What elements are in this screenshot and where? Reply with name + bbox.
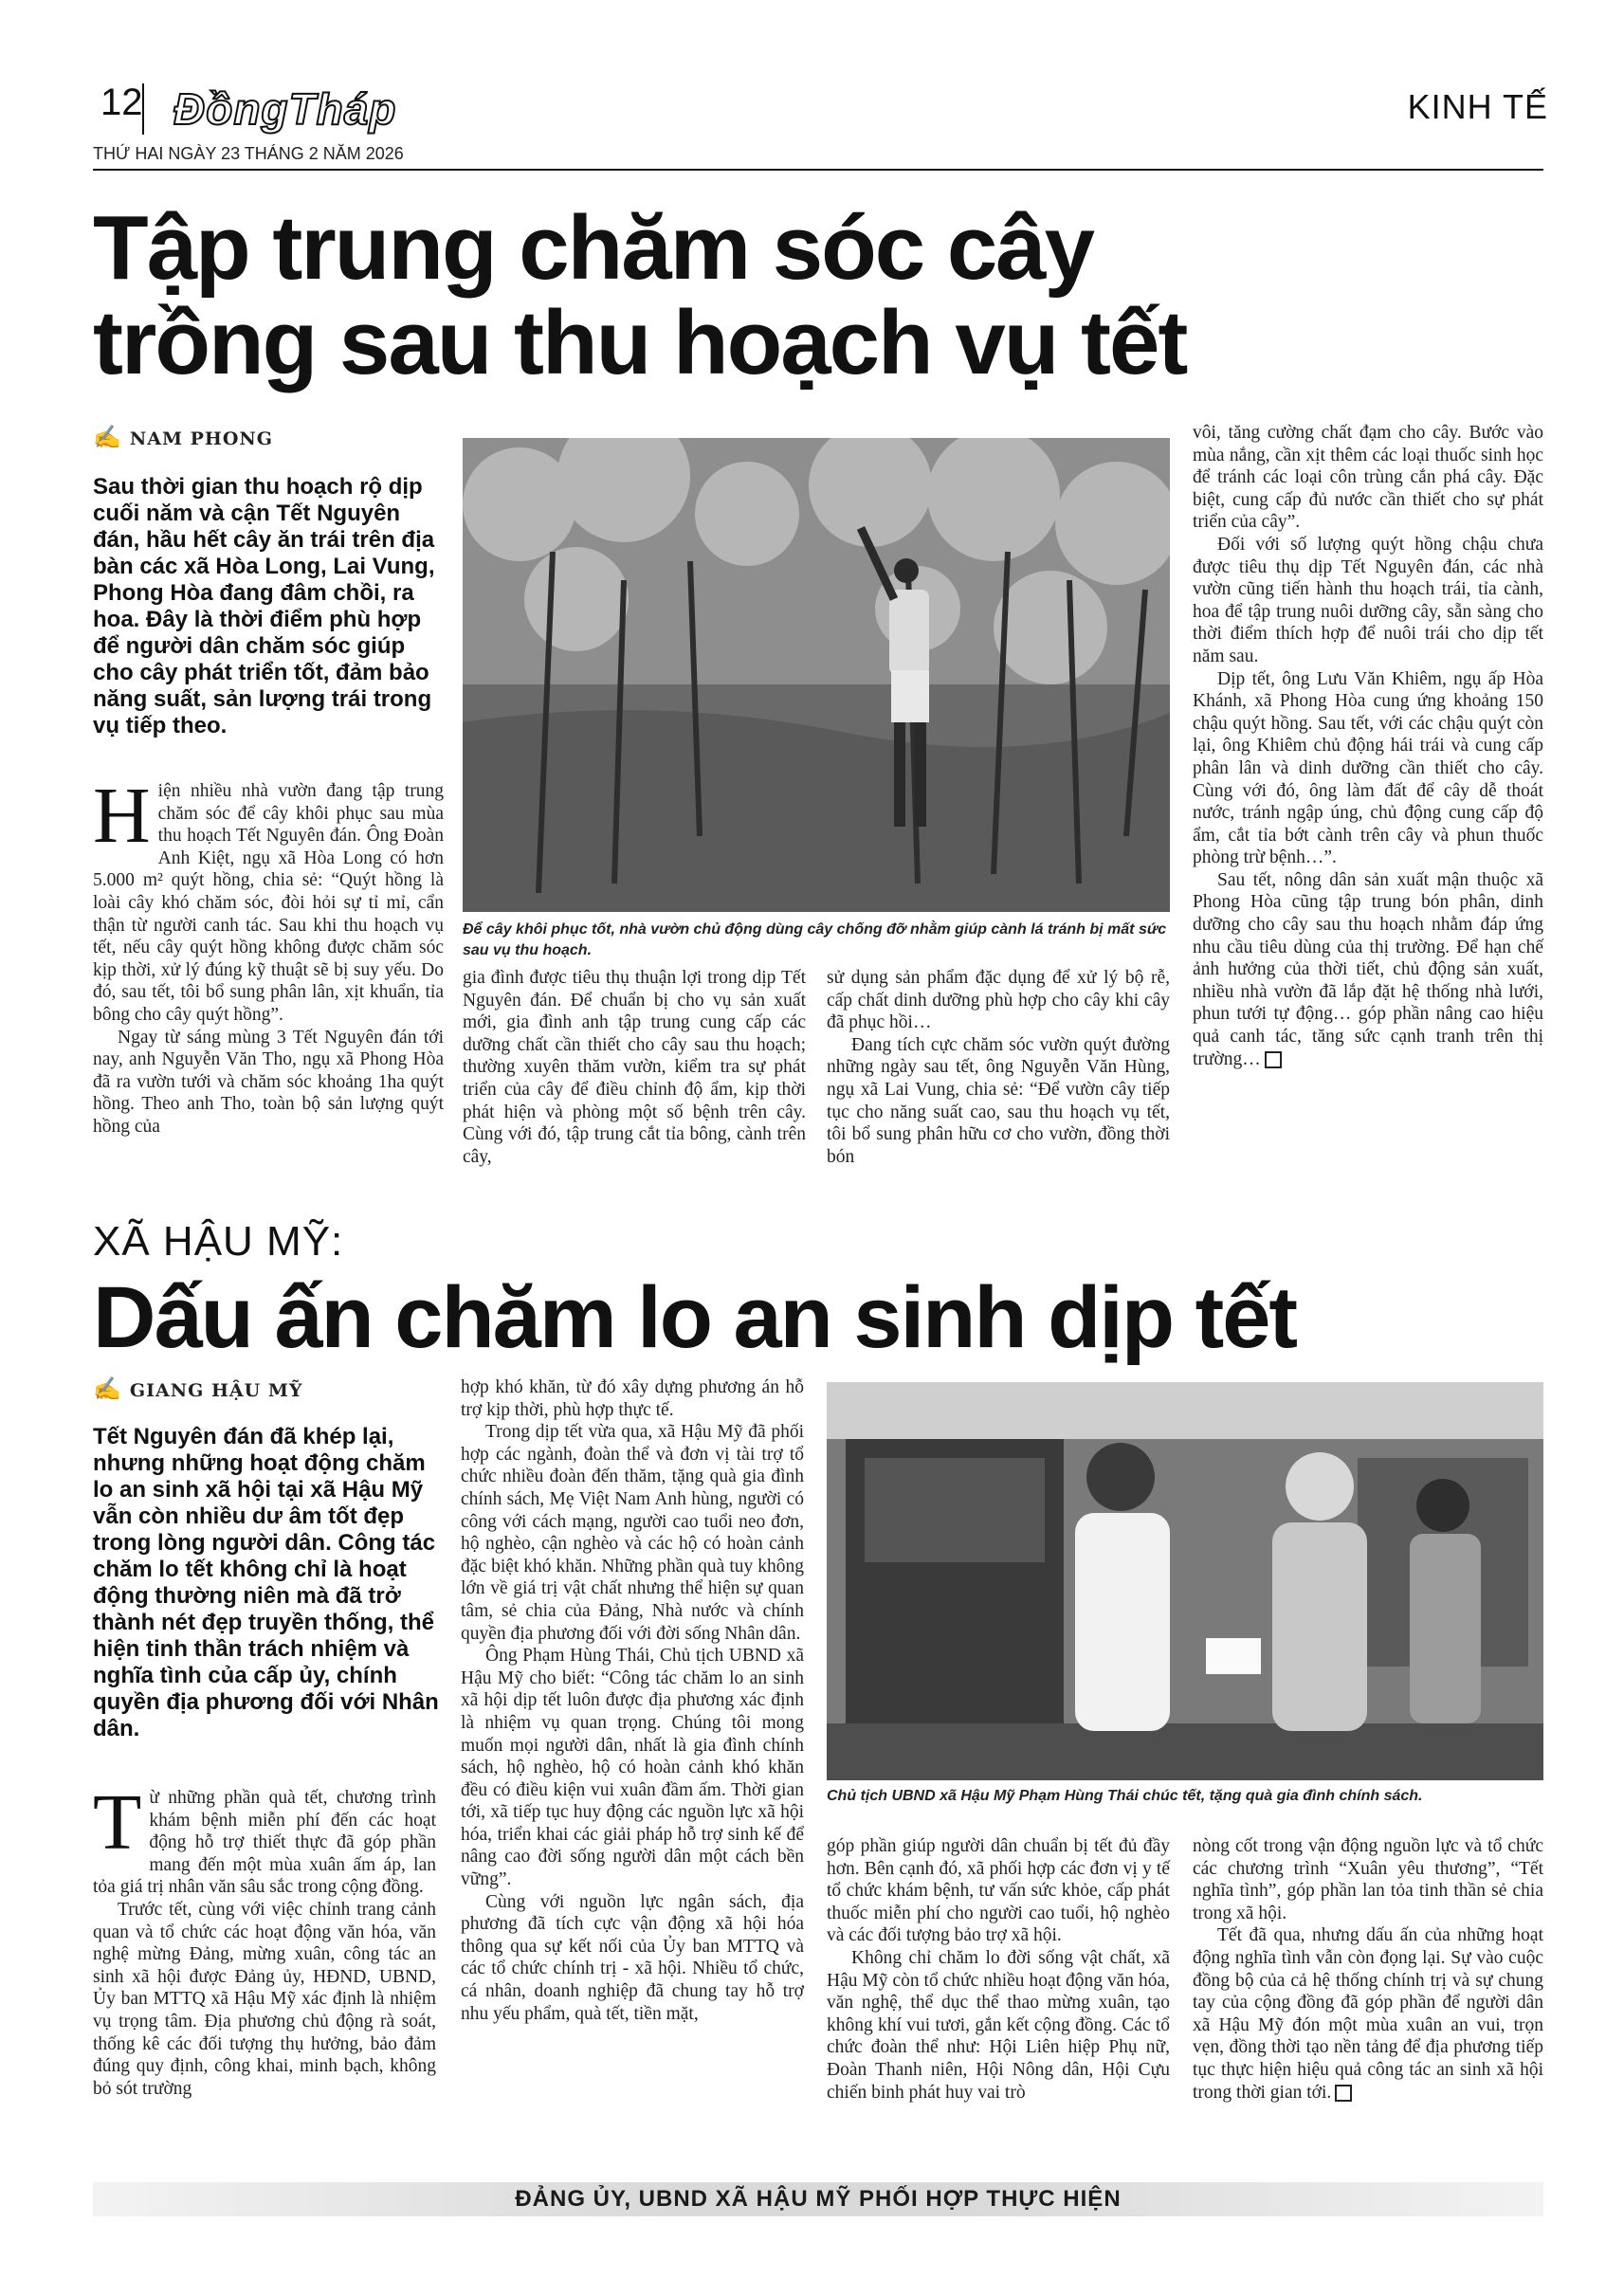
end-mark-icon	[1335, 2085, 1352, 2102]
article2-paragraph: Trong dịp tết vừa qua, xã Hậu Mỹ đã phối hợp các ngành, đoàn thể và đơn vị tài trợ tổ chức nhiều đoàn đến thăm, tặng quà gia đình chính sách, Mẹ Việt Nam Anh hùng, người có công với cách mạng, người cao tuổi neo đơn, hộ nghèo, cận nghèo và các hộ có hoàn cảnh đặc biệt khó khăn. Những phần quà tuy không lớn về giá trị vật chất nhưng thể hiện sự quan tâm, sẻ chia của Đảng, Nhà nước và chính quyền địa phương đối với đời sống Nhân dân.	[461, 1422, 804, 1644]
article1-paragraph: sử dụng sản phẩm đặc dụng để xử lý bộ rễ, cấp chất dinh dưỡng phù hợp cho cây khi cây đã phục hồi…	[827, 968, 1170, 1033]
article2-paragraph: Cùng với nguồn lực ngân sách, địa phương đã tích cực vận động xã hội hóa thông qua sự kết nối của Ủy ban MTTQ và các tổ chức chính trị - xã hội. Nhiều tổ chức, cá nhân, doanh nghiệp đã chung tay hỗ trợ nhu yếu phẩm, quà tết, tiền mặt,	[461, 1891, 804, 2024]
newspaper-logo: ĐồngTháp	[173, 84, 397, 134]
article2-column-1	[93, 1778, 436, 2100]
footer-credit: ĐẢNG ỦY, UBND XÃ HẬU MỸ PHỐI HỢP THỰC HIỆN	[515, 2186, 1122, 2212]
issue-date: THỨ HAI NGÀY 23 THÁNG 2 NĂM 2026	[93, 144, 404, 163]
article2-column-2	[461, 1376, 804, 2025]
article2-column-4	[1193, 1835, 1543, 2104]
article2-photo	[827, 1382, 1543, 1780]
article1-paragraph: Đối với số lượng quýt hồng chậu chưa được tiêu thụ dịp Tết Nguyên đán, các nhà vườn cũng tiến hành thu hoạch trái, tỉa cành, hoa để tập trung nuôi dưỡng cây, sẵn sàng cho thời điểm thích hợp để nuôi trái cho dịp tết năm sau.	[1193, 534, 1543, 666]
article2-column-3	[827, 1835, 1170, 2104]
article1-photo-caption: Để cây khôi phục tốt, nhà vườn chủ động dùng cây chống đỡ nhằm giúp cành lá tránh bị mất sức sau vụ thu hoạch.	[463, 921, 1167, 958]
orchard-farmer-illustration	[463, 438, 1170, 912]
article1-column-4	[1193, 422, 1543, 1070]
article1-byline	[93, 423, 273, 450]
article1-photo	[463, 438, 1170, 912]
article2-lead: Tết Nguyên đán đã khép lại, nhưng những hoạt động chăm lo an sinh xã hội tại xã Hậu Mỹ vẫn còn nhiều dư âm tốt đẹp trong lòng người dân. Công tác chăm lo tết không chỉ là hoạt động thường niên mà đã trở thành nét đẹp truyền thống, thể hiện tinh thần trách nhiệm và nghĩa tình của cấp ủy, chính quyền địa phương đối với Nhân dân.	[93, 1424, 439, 1741]
article2-paragraph: Tết đã qua, nhưng dấu ấn của những hoạt động nghĩa tình vẫn còn đọng lại. Sự vào cuộc đồng bộ của cả hệ thống chính trị và sự chung tay của cộng đồng đã góp phần để người dân xã Hậu Mỹ đón một mùa xuân an vui, trọn vẹn, đồng thời tạo nền tảng để địa phương tiếp tục thực hiện hiệu quả công tác an sinh xã hội trong thời gian tới.	[1193, 1925, 1543, 2103]
header-rule	[93, 169, 1543, 171]
article1-paragraph: Đang tích cực chăm sóc vườn quýt đường những ngày sau tết, ông Nguyễn Văn Hùng, ngụ xã Lai Vung, chia sẻ: “Để vườn cây tiếp tục cho năng suất cao, sau thu hoạch vụ tết, tôi bổ sung phân hữu cơ cho vườn, đồng thời bón	[827, 1034, 1170, 1167]
article1-author: NAM PHONG	[129, 428, 274, 449]
article1-paragraph: Sau tết, nông dân sản xuất mận thuộc xã Phong Hòa cũng tập trung bón phân, dinh dưỡng cho cây sau thu hoạch nhằm đáp ứng nhu cầu tiêu dùng của thị trường. Để hạn chế ảnh hưởng của thời tiết, chủ động sản xuất, nhiều nhà vườn đã lắp đặt hệ thống nhà lưới, phun tưới tự động… góp phần nâng cao hiệu quả canh tác, tăng sức cạnh tranh trên thị trường…	[1193, 869, 1543, 1069]
article2-paragraph: Trước tết, cùng với việc chỉnh trang cảnh quan và tổ chức các hoạt động văn hóa, văn nghệ mừng Đảng, mừng xuân, công tác an sinh xã hội được Đảng ủy, HĐND, UBND, Ủy ban MTTQ xã Hậu Mỹ xác định là nhiệm vụ trọng tâm. Địa phương chủ động rà soát, thống kê các đối tượng thụ hưởng, bảo đảm đúng quy định, công khai, minh bạch, không bỏ sót trường	[93, 1899, 436, 2099]
article2-byline	[93, 1375, 302, 1402]
header-separator	[142, 83, 144, 135]
pen-icon: ✍	[93, 423, 122, 450]
article1-title: Tập trung chăm sóc cây trồng sau thu hoạch vụ tết	[93, 197, 1187, 393]
end-mark-icon	[1265, 1051, 1282, 1068]
article2-dropcap: T	[93, 1778, 142, 1867]
article2-paragraph: ừ những phần quà tết, chương trình khám bệnh miễn phí đến các hoạt động hỗ trợ thiết thực đã góp phần mang đến một mùa xuân ấm áp, lan tỏa giá trị nhân văn sâu sắc trong cộng đồng.	[93, 1788, 436, 1898]
article1-paragraph: gia đình được tiêu thụ thuận lợi trong dịp Tết Nguyên đán. Để chuẩn bị cho vụ sản xuất mới, gia đình anh tập trung cung cấp các dưỡng chất cần thiết cho cây sau thu hoạch; thường xuyên thăm vườn, kiểm tra sự phát triển của cây để điều chỉnh độ ẩm, kịp thời phát hiện và phòng một số bệnh trên cây. Cùng với đó, tập trung cắt tỉa bông, cành trên cây,	[463, 968, 806, 1167]
article1-column-2	[463, 967, 806, 1168]
article1-paragraph: vôi, tăng cường chất đạm cho cây. Bước vào mùa nắng, cần xịt thêm các loại thuốc sinh học để tránh các loại côn trùng cắn phá cây. Đặc biệt, cung cấp đủ nước cần thiết cho sự phát triển của cây”.	[1193, 423, 1543, 533]
article2-paragraph: góp phần giúp người dân chuẩn bị tết đủ đầy hơn. Bên cạnh đó, xã phối hợp các đơn vị y tế tổ chức khám bệnh, tư vấn sức khỏe, cấp phát thuốc miễn phí cho người cao tuổi, hộ nghèo và các đối tượng bảo trợ xã hội.	[827, 1836, 1170, 1946]
article1-paragraph: Ngay từ sáng mùng 3 Tết Nguyên đán tới nay, anh Nguyễn Văn Tho, ngụ xã Phong Hòa đã ra vườn tưới và chăm sóc khoảng 1ha quýt hồng. Theo anh Tho, toàn bộ sản lượng quýt hồng của	[93, 1027, 444, 1137]
article1-lead: Sau thời gian thu hoạch rộ dịp cuối năm và cận Tết Nguyên đán, hầu hết cây ăn trái trên địa bàn các xã Hòa Long, Lai Vung, Phong Hòa đang đâm chồi, ra hoa. Đây là thời điểm phù hợp để người dân chăm sóc giúp cho cây phát triển tốt, đảm bảo năng suất, sản lượng trái trong vụ tiếp theo.	[93, 474, 435, 738]
article1-paragraph: iện nhiều nhà vườn đang tập trung chăm sóc để cây khôi phục sau mùa thu hoạch Tết Nguyên đán. Ông Đoàn Anh Kiệt, ngụ xã Hòa Long có hơn 5.000 m² quýt hồng, chia sẻ: “Quýt hồng là loài cây khó chăm sóc, đòi hỏi sự tỉ mỉ, cẩn thận từ người canh tác. Sau khi thu hoạch vụ tết, nếu cây quýt hồng không được chăm sóc kịp thời, xử lý đúng kỹ thuật sẽ bị suy yếu. Do đó, sau tết, tôi bổ sung phân lân, xịt khuẩn, tỉa bông cho cây quýt hồng”.	[93, 781, 444, 1025]
article1-column-3	[827, 967, 1170, 1168]
article2-paragraph: nòng cốt trong vận động nguồn lực và tổ chức các chương trình “Xuân yêu thương”, “Tết nghĩa tình”, góp phần lan tỏa tinh thần sẻ chia trong xã hội.	[1193, 1836, 1543, 1923]
page-number: 12	[100, 82, 143, 123]
article2-paragraph: Không chỉ chăm lo đời sống vật chất, xã Hậu Mỹ còn tổ chức nhiều hoạt động văn hóa, văn nghệ, thể dục thể thao mừng xuân, tạo không khí vui tươi, gắn kết cộng đồng. Các tổ chức đoàn thể như: Hội Liên hiệp Phụ nữ, Đoàn Thanh niên, Hội Nông dân, Hội Cựu chiến binh phát huy vai trò	[827, 1947, 1170, 2103]
article1-dropcap: H	[93, 772, 151, 860]
pen-icon: ✍	[93, 1375, 122, 1402]
article2-paragraph: Ông Phạm Hùng Thái, Chủ tịch UBND xã Hậu Mỹ cho biết: “Công tác chăm lo an sinh xã hội dịp tết luôn được địa phương xác định là nhiệm vụ quan trọng. Chúng tôi mong muốn mọi người dân, nhất là gia đình chính sách, hộ nghèo, hộ có hoàn cảnh khó khăn đều có điều kiện vui xuân đầm ấm. Thời gian tới, xã tiếp tục huy động các nguồn lực xã hội hóa, triển khai các giải pháp hỗ trợ sinh kế để nâng cao đời sống người dân một cách bền vững”.	[461, 1646, 804, 1890]
article2-paragraph: hợp khó khăn, từ đó xây dựng phương án hỗ trợ kịp thời, phù hợp thực tế.	[461, 1377, 804, 1420]
article1-column-1	[93, 772, 444, 1139]
article2-title: Dấu ấn chăm lo an sinh dịp tết	[93, 1269, 1297, 1366]
section-label: KINH TẾ	[1407, 87, 1548, 126]
article2-photo-caption: Chủ tịch UBND xã Hậu Mỹ Phạm Hùng Thái chúc tết, tặng quà gia đình chính sách.	[827, 1788, 1423, 1804]
article2-author: GIANG HẬU MỸ	[129, 1380, 303, 1401]
gift-giving-illustration	[827, 1382, 1543, 1780]
article1-paragraph: Dịp tết, ông Lưu Văn Khiêm, ngụ ấp Hòa Khánh, xã Phong Hòa cung ứng khoảng 150 chậu quýt hồng. Sau tết, với các chậu quýt còn lại, ông Khiêm chủ động hái trái và cung cấp phân lân và dinh dưỡng cần thiết cho cây. Cùng với đó, ông làm đất để cây dễ thoát nước, tránh ngập úng, chủ động cung cấp độ ẩm, cắt tỉa bớt cành trên cây và phun thuốc phòng trừ bệnh…”.	[1193, 668, 1543, 868]
article2-kicker: XÃ HẬU MỸ:	[93, 1218, 344, 1265]
